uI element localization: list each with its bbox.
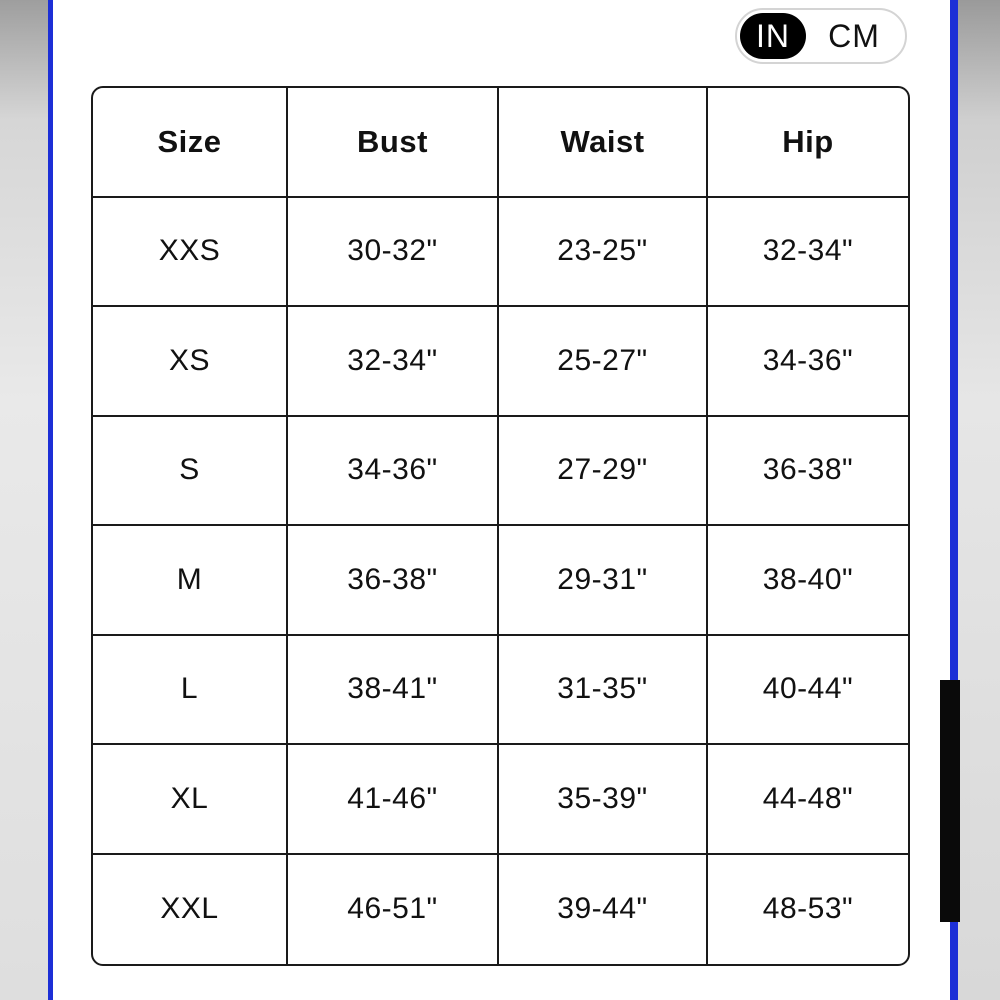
cell-hip: 34-36" [708,307,908,417]
cell-size: L [93,636,288,746]
header-hip: Hip [708,88,908,198]
cell-hip: 48-53" [762,892,854,926]
cell-waist: 35-39" [499,745,708,855]
cell-bust: 30-32" [288,198,499,308]
cell-hip: 44-48" [708,745,908,855]
header-size: Size [93,88,288,198]
cell-size: XS [93,307,288,417]
cell-bust: 38-41" [288,636,499,746]
size-chart-table [91,86,910,966]
cell-bust: 34-36" [288,417,499,527]
unit-toggle[interactable] [735,8,907,64]
cell-size: XXS [93,198,288,308]
cell-hip: 36-38" [708,417,908,527]
cell-bust: 32-34" [288,307,499,417]
cell-size: M [93,526,288,636]
cell-size: XXL [93,855,288,965]
cell-hip: 32-34" [708,198,908,308]
cell-waist: 39-44" [499,855,708,965]
cell-waist: 23-25" [499,198,708,308]
header-waist: Waist [499,88,708,198]
scrollbar-thumb[interactable] [940,680,960,922]
cell-bust: 46-51" [288,855,499,965]
cell-bust: 41-46" [288,745,499,855]
cell-size: S [93,417,288,527]
unit-option-in[interactable]: IN [740,13,806,59]
cell-bust: 36-38" [288,526,499,636]
cell-waist: 31-35" [499,636,708,746]
left-frame-border [48,0,53,1000]
header-bust: Bust [288,88,499,198]
cell-waist: 27-29" [499,417,708,527]
right-background-edge [958,0,1000,1000]
cell-hip: 38-40" [708,526,908,636]
cell-hip: 40-44" [708,636,908,746]
left-background-edge [0,0,48,1000]
cell-size: XL [93,745,288,855]
cell-waist: 25-27" [499,307,708,417]
unit-option-cm[interactable]: CM [828,17,880,54]
cell-waist: 29-31" [499,526,708,636]
